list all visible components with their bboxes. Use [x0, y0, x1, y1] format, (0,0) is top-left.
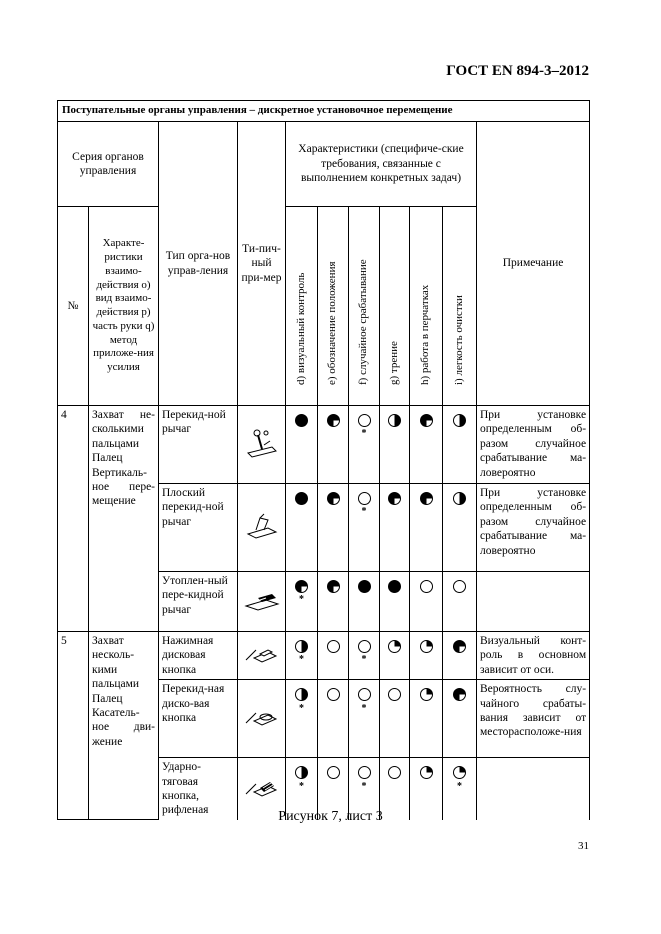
rating-symbol	[420, 492, 433, 505]
rating-f	[349, 484, 380, 572]
footnote-star: *	[457, 780, 462, 792]
header-note: Примечание	[477, 122, 590, 406]
footnote-star: *	[299, 702, 304, 714]
push-disc-button-icon	[238, 632, 286, 680]
rating-f	[349, 680, 380, 758]
footnote-star: *	[361, 702, 367, 714]
control-type: Нажимная дисковая кнопка	[159, 632, 238, 680]
note: При установке определенным об-разом случайное срабатывание ма-ловероятно	[477, 406, 590, 484]
rating-symbol	[327, 580, 340, 593]
rating-g	[380, 632, 410, 680]
rating-symbol	[388, 640, 401, 653]
rating-symbol	[420, 580, 433, 593]
rating-e	[318, 406, 349, 484]
footnote-star: *	[361, 780, 367, 792]
header-e-label: e) обозначение положения	[326, 261, 339, 386]
footnote-star: *	[299, 654, 304, 666]
control-type: Перекид-ной рычаг	[159, 406, 238, 484]
rocker-disc-button-icon	[238, 680, 286, 758]
footnote-star: *	[361, 654, 367, 666]
page-number: 31	[578, 840, 589, 852]
header-typical: Ти-пич-ный при-мер	[238, 122, 286, 406]
note	[477, 572, 590, 632]
rating-symbol	[420, 414, 433, 427]
rating-symbol	[295, 688, 308, 701]
rating-symbol	[358, 492, 371, 505]
rating-g	[380, 572, 410, 632]
control-type: Утоплен-ный пере-кидной рычаг	[159, 572, 238, 632]
rating-i	[443, 484, 477, 572]
rating-h	[410, 406, 443, 484]
header-interaction: Характе-ристики взаимо-действия о) вид взаимо-действия р) часть руки q) метод приложе-ния усилия	[89, 207, 159, 406]
rating-symbol	[453, 688, 466, 701]
header-i-label: i) легкость очистки	[452, 295, 465, 386]
controls-table	[57, 100, 590, 820]
rating-symbol	[295, 414, 308, 427]
rating-d	[286, 484, 318, 572]
recessed-toggle-lever-icon	[238, 572, 286, 632]
rating-symbol	[358, 580, 371, 593]
rating-h	[410, 572, 443, 632]
header-h	[410, 207, 443, 406]
footnote-star: *	[361, 428, 367, 440]
group-number: 5	[58, 632, 89, 820]
rating-symbol	[327, 640, 340, 653]
rating-symbol	[327, 414, 340, 427]
rating-h	[410, 484, 443, 572]
rating-symbol	[388, 688, 401, 701]
header-type: Тип орга-нов управ-ления	[159, 122, 238, 406]
rating-d	[286, 406, 318, 484]
rating-e	[318, 572, 349, 632]
header-f-label: f) случайное срабатывание	[357, 259, 370, 386]
toggle-lever-icon	[238, 406, 286, 484]
header-i	[443, 207, 477, 406]
table-title: Поступательные органы управления – дискретное установочное перемещение	[58, 101, 590, 122]
rating-g	[380, 680, 410, 758]
rating-i	[443, 406, 477, 484]
rating-f	[349, 632, 380, 680]
note: Вероятность слу-чайного срабаты-вания зависит от месторасположе-ния	[477, 680, 590, 758]
rating-symbol	[388, 766, 401, 779]
rating-h	[410, 680, 443, 758]
rating-d	[286, 572, 318, 632]
figure-caption: Рисунок 7, лист 3	[278, 809, 383, 824]
rating-symbol	[453, 766, 466, 779]
header-g-label: g) трение	[387, 341, 400, 386]
header-h-label: h) работа в перчатках	[419, 284, 432, 386]
rating-symbol	[453, 492, 466, 505]
rating-g	[380, 484, 410, 572]
document-code: ГОСТ EN 894-3–2012	[446, 63, 589, 79]
rating-d	[286, 680, 318, 758]
rating-i	[443, 572, 477, 632]
rating-e	[318, 632, 349, 680]
rating-symbol	[453, 414, 466, 427]
rating-symbol	[420, 766, 433, 779]
note: При установке определенным об-разом случайное срабатывание ма-ловероятно	[477, 484, 590, 572]
rating-symbol	[453, 640, 466, 653]
header-characteristics: Характеристики (специфиче-ские требования, связанные с выполнением конкретных задач)	[286, 122, 477, 207]
control-type: Ударно-тяговая кнопка, рифленая	[159, 758, 238, 820]
rating-symbol	[295, 766, 308, 779]
rating-f	[349, 572, 380, 632]
rating-symbol	[388, 492, 401, 505]
rating-symbol	[327, 688, 340, 701]
header-number: №	[58, 207, 89, 406]
rating-symbol	[420, 688, 433, 701]
control-type: Перекид-ная диско-вая кнопка	[159, 680, 238, 758]
header-series: Серия органов управления	[58, 122, 159, 207]
flat-toggle-lever-icon	[238, 484, 286, 572]
header-d-label: d) визуальный контроль	[294, 272, 307, 386]
note: Визуальный конт-роль в основном зависит от оси.	[477, 632, 590, 680]
group-description: Захват несколь-кими пальцами Палец Касатель-ное дви-жение	[89, 632, 159, 820]
rating-symbol	[388, 580, 401, 593]
rating-symbol	[358, 766, 371, 779]
group-number: 4	[58, 406, 89, 632]
rating-symbol	[358, 688, 371, 701]
rating-f	[349, 406, 380, 484]
rating-symbol	[420, 640, 433, 653]
rating-e	[318, 484, 349, 572]
rating-symbol	[358, 640, 371, 653]
header-e	[318, 207, 349, 406]
rating-symbol	[388, 414, 401, 427]
rating-symbol	[327, 766, 340, 779]
rating-d	[286, 632, 318, 680]
footnote-star: *	[361, 506, 367, 518]
footnote-star: *	[299, 780, 304, 792]
group-description: Захват не-сколькими пальцами Палец Вертикаль-ное пере-мещение	[89, 406, 159, 632]
header-g	[380, 207, 410, 406]
rating-symbol	[295, 640, 308, 653]
rating-symbol	[295, 580, 308, 593]
rating-i	[443, 680, 477, 758]
rating-g	[380, 406, 410, 484]
header-d	[286, 207, 318, 406]
rating-i	[443, 632, 477, 680]
rating-e	[318, 680, 349, 758]
rating-symbol	[358, 414, 371, 427]
rating-symbol	[295, 492, 308, 505]
header-f	[349, 207, 380, 406]
rating-h	[410, 632, 443, 680]
footnote-star: *	[299, 594, 304, 606]
control-type: Плоский перекид-ной рычаг	[159, 484, 238, 572]
rating-symbol	[453, 580, 466, 593]
rating-symbol	[327, 492, 340, 505]
